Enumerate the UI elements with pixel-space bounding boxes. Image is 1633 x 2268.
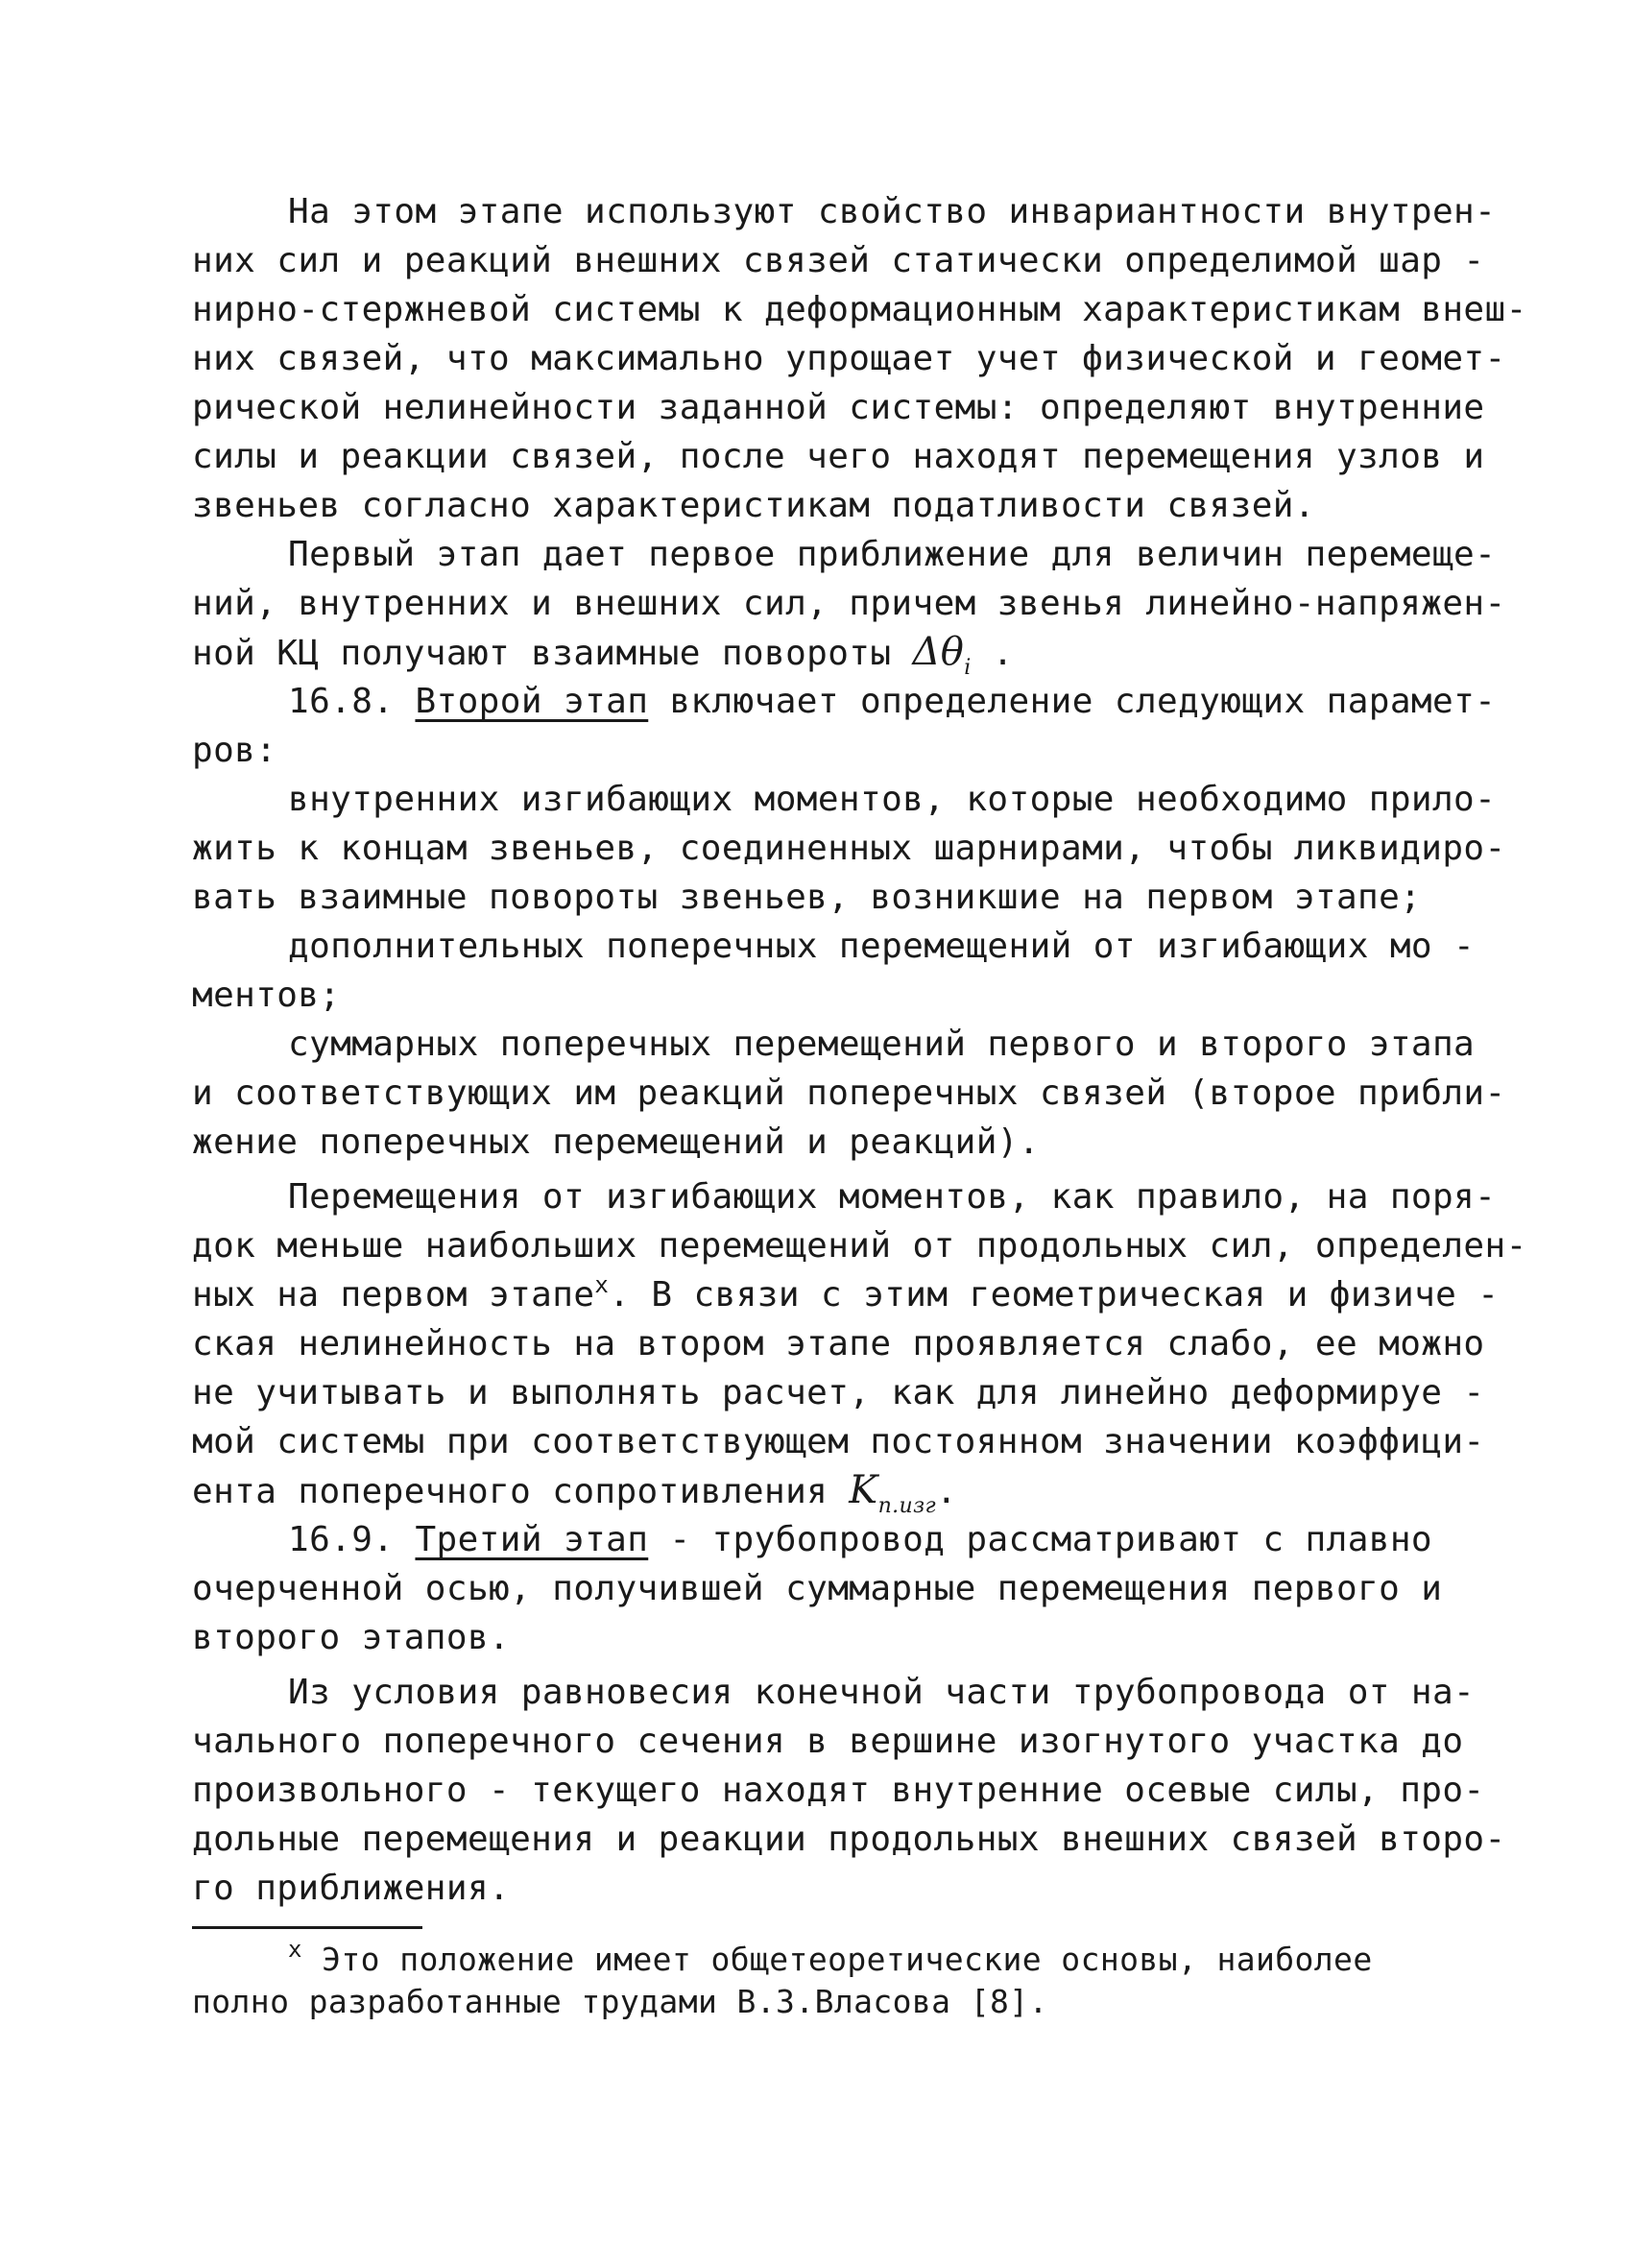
text-line: силы и реакции связей, после чего находят перемещения узлов и <box>192 437 1485 476</box>
text-line <box>192 1466 1440 1518</box>
footnote <box>192 1936 1440 2023</box>
section-heading-line <box>192 677 1497 726</box>
paragraph-equilibrium <box>192 1668 1506 1913</box>
text-span: - трубопровод рассматривают с плавно <box>648 1520 1432 1559</box>
section-title: Третий этап <box>415 1520 649 1559</box>
section-title: Второй этап <box>415 682 649 721</box>
section-heading-line <box>192 1515 1440 1564</box>
text-line: жение поперечных перемещений и реакций). <box>192 1122 1040 1162</box>
text-span: ных на первом этапе <box>192 1275 595 1315</box>
text-line: не учитывать и выполнять расчет, как для линейно деформируе - <box>192 1373 1485 1412</box>
section-16-9 <box>192 1515 1443 1662</box>
text-line: звеньев согласно характеристикам податливости связей. <box>192 486 1315 525</box>
text-line <box>192 628 1440 680</box>
text-span: . <box>936 1472 958 1511</box>
footnote-line: полно разработанные трудами В.З.Власова [8]. <box>192 1983 1048 2020</box>
text-line: ментов; <box>192 976 341 1015</box>
text-line: чального поперечного сечения в вершине изогнутого участка до <box>192 1722 1464 1761</box>
section-number: 16.8. <box>288 682 416 721</box>
text-line: ская нелинейность на втором этапе проявляется слабо, ее можно <box>192 1324 1485 1363</box>
text-span: ента поперечного сопротивления <box>192 1472 850 1511</box>
text-span: . В связи с этим геометрическая и физиче - <box>609 1275 1500 1315</box>
text-line: произвольного - текущего находят внутренние осевые силы, про- <box>192 1771 1485 1810</box>
section-16-8 <box>192 677 1506 1167</box>
text-line: На этом этапе используют свойство инвариантности внутрен- <box>288 192 1497 231</box>
math-k: K <box>849 1468 878 1512</box>
footnote-divider <box>192 1926 422 1929</box>
text-line: жить к концам звеньев, соединенных шарнирами, чтобы ликвидиро- <box>192 829 1506 868</box>
text-line: рической нелинейности заданной системы: определяют внутренние <box>192 388 1485 427</box>
math-subscript: п.изг <box>877 1494 937 1518</box>
text-line: Первый этап дает первое приближение для величин перемеще- <box>288 535 1497 574</box>
footnote-line <box>192 1936 1440 1981</box>
list-item <box>192 922 1476 1020</box>
text-line: них сил и реакций внешних связей статически определимой шар - <box>192 241 1485 280</box>
math-subscript: i <box>964 656 972 680</box>
list-item <box>192 775 1506 922</box>
text-span: Это положение имеет общетеоретические основы, наиболее <box>301 1941 1373 1978</box>
math-delta-theta: Δθ <box>912 630 965 674</box>
paragraph-bending-moments <box>192 1172 1527 1518</box>
text-line: Из условия равновесия конечной части трубопровода от на- <box>288 1673 1476 1712</box>
text-span: . <box>971 634 1014 673</box>
text-line: дольные перемещения и реакции продольных внешних связей второ- <box>192 1820 1506 1859</box>
text-line: вать взаимные повороты звеньев, возникшие на первом этапе; <box>192 878 1422 917</box>
text-line: очерченной осью, получившей суммарные перемещения первого и <box>192 1569 1443 1608</box>
text-line: ров: <box>192 731 277 770</box>
page-body <box>192 187 1527 2023</box>
text-line: внутренних изгибающих моментов, которые необходимо прило- <box>288 780 1497 819</box>
text-line: второго этапов. <box>192 1618 511 1657</box>
text-line: нирно-стержневой системы к деформационным характеристикам внеш- <box>192 290 1527 329</box>
text-line: го приближения. <box>192 1869 511 1908</box>
footnote-marker: х <box>288 1936 302 1963</box>
text-line: суммарных поперечных перемещений первого и второго этапа <box>288 1025 1476 1064</box>
footnote-marker: х <box>594 1271 610 1298</box>
text-line: ний, внутренних и внешних сил, причем звенья линейно-напряжен- <box>192 584 1506 623</box>
text-line: мой системы при соответствующем постоянном значении коэффици- <box>192 1422 1485 1461</box>
text-span: ной КЦ получают взаимные повороты <box>192 634 913 673</box>
paragraph-first-stage <box>192 530 1506 680</box>
text-line: и соответствующих им реакций поперечных связей (второе прибли- <box>192 1074 1506 1113</box>
list-item <box>192 1020 1506 1167</box>
text-span: включает определение следующих парамет- <box>648 682 1497 721</box>
text-line <box>192 1270 1500 1319</box>
text-line: док меньше наибольших перемещений от продольных сил, определен- <box>192 1226 1527 1266</box>
paragraph-intro <box>192 187 1527 530</box>
text-line: Перемещения от изгибающих моментов, как правило, на поря- <box>288 1177 1497 1217</box>
section-number: 16.9. <box>288 1520 416 1559</box>
text-line: них связей, что максимально упрощает учет физической и геомет- <box>192 339 1506 378</box>
text-line: дополнительных поперечных перемещений от изгибающих мо - <box>288 927 1476 966</box>
